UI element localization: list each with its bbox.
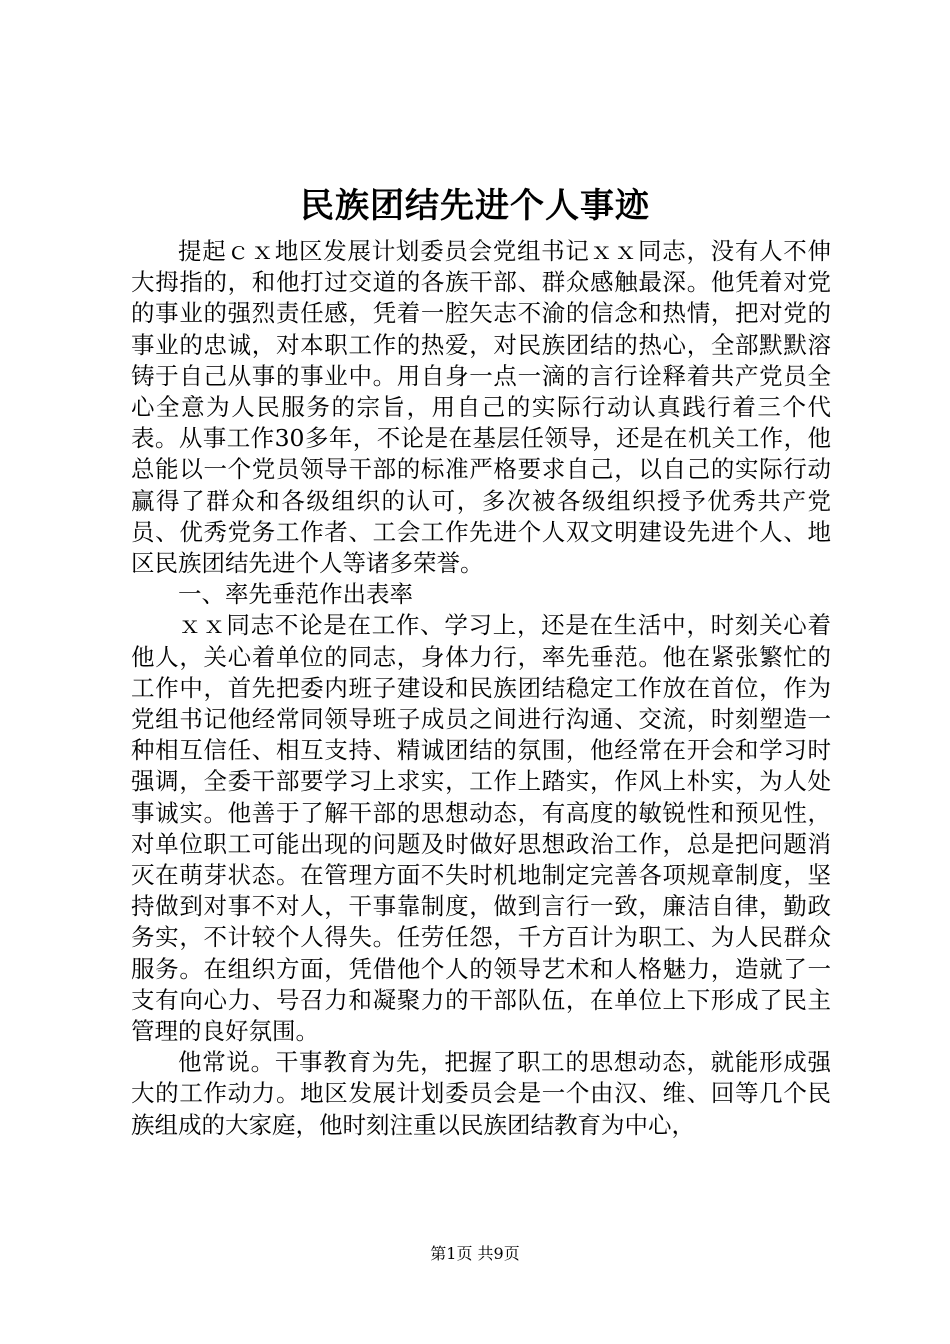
page-footer: 第1页 共9页 <box>430 1244 520 1263</box>
paragraph-education: 他常说。干事教育为先，把握了职工的思想动态，就能形成强大的工作动力。地区发展计划委员会是一个由汉、维、回等几个民族组成的大家庭，他时刻注重以民族团结教育为中心， <box>131 1048 831 1139</box>
paragraph-section-one: ｘｘ同志不论是在工作、学习上，还是在生活中，时刻关心着他人，关心着单位的同志，身体力行，率先垂范。他在紧张繁忙的工作中，首先把委内班子建设和民族团结稳定工作放在首位，作为党组书记他经常同领导班子成员之间进行沟通、交流，时刻塑造一种相互信任、相互支持、精诚团结的氛围，他经常在开会和学习时强调，全委干部要学习上求实，工作上踏实，作风上朴实，为人处事诚实。他善于了解干部的思想动态，有高度的敏锐性和预见性，对单位职工可能出现的问题及时做好思想政治工作，总是把问题消灭在萌芽状态。在管理方面不失时机地制定完善各项规章制度，坚持做到对事不对人，干事靠制度，做到言行一致，廉洁自律，勤政务实，不计较个人得失。任劳任怨，千方百计为职工、为人民群众服务。在组织方面，凭借他个人的领导艺术和人格魅力，造就了一支有向心力、号召力和凝聚力的干部队伍，在单位上下形成了民主管理的良好氛围。 <box>131 611 831 1046</box>
document-title: 民族团结先进个人事迹 <box>300 186 650 226</box>
document-body <box>131 236 831 1141</box>
section-heading: 一、率先垂范作出表率 <box>178 580 413 609</box>
paragraph-intro: 提起ｃｘ地区发展计划委员会党组书记ｘｘ同志，没有人不伸大拇指的，和他打过交道的各族干部、群众感触最深。他凭着对党的事业的强烈责任感，凭着一腔矢志不渝的信念和热情，把对党的事业的忠诚，对本职工作的热爱，对民族团结的热心，全部默默溶铸于自己从事的事业中。用自身一点一滴的言行诠释着共产党员全心全意为人民服务的宗旨，用自己的实际行动认真践行着三个代表。从事工作30多年，不论是在基层任领导，还是在机关工作，他总能以一个党员领导干部的标准严格要求自己，以自己的实际行动赢得了群众和各级组织的认可，多次被各级组织授予优秀共产党员、优秀党务工作者、工会工作先进个人双文明建设先进个人、地区民族团结先进个人等诸多荣誉。 <box>131 237 831 578</box>
